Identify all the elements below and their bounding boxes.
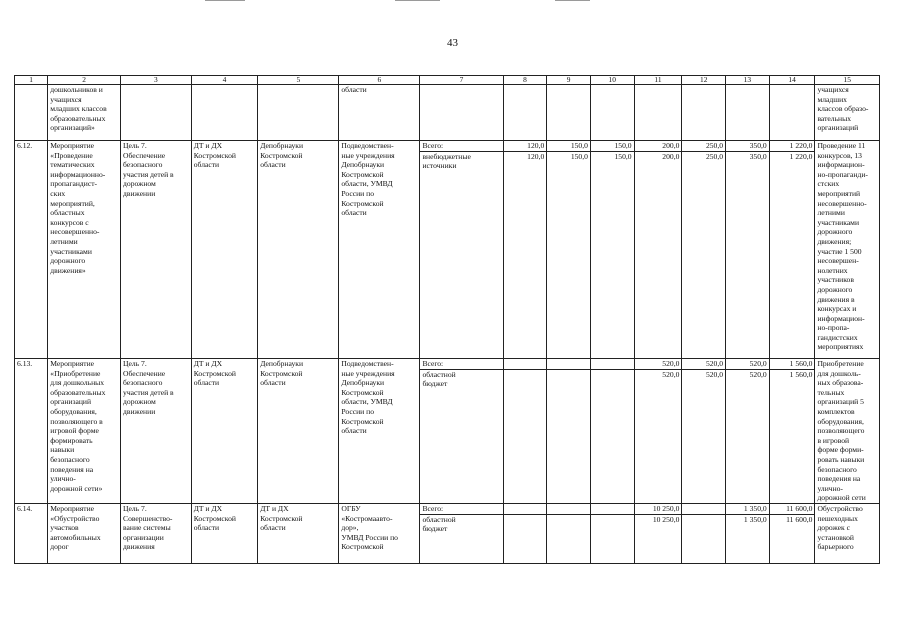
value-source: 520,0 (749, 369, 767, 379)
scan-mark (555, 0, 590, 1)
source-total: Всего: (420, 359, 502, 370)
funding-value-cell (503, 503, 547, 563)
column-number: 9 (547, 76, 591, 85)
funding-value-cell (726, 141, 770, 359)
value-source: 150,0 (570, 151, 588, 161)
scan-mark (395, 0, 440, 1)
funding-value-cell (726, 503, 770, 563)
value-source: 350,0 (749, 151, 767, 161)
value-source (506, 370, 545, 380)
value-total (504, 359, 547, 370)
funding-value-cell (503, 359, 547, 504)
cell (634, 85, 682, 141)
cell (769, 85, 815, 141)
funding-value-cell (682, 503, 726, 563)
value-source: 150,0 (614, 151, 632, 161)
funding-sources (420, 141, 503, 359)
scan-mark (205, 0, 245, 1)
value-total: 120,0 (504, 141, 547, 152)
co-executor: Депобрнауки Костромской области (258, 359, 339, 504)
value-total (547, 504, 590, 515)
column-number: 13 (726, 76, 770, 85)
value-source: 520,0 (662, 369, 680, 379)
funding-value-cell (769, 141, 815, 359)
cell (121, 85, 192, 141)
column-number-row (15, 76, 880, 85)
column-number: 6 (339, 76, 420, 85)
value-source: 1 220,0 (789, 151, 813, 161)
participants: Подведомствен- ные учреждения Депобрнауки Костромской области, УМВД России по Костромской области (339, 141, 420, 359)
page-number: 43 (447, 37, 458, 49)
value-total: 150,0 (591, 141, 634, 152)
source-type: областной бюджет (422, 514, 456, 534)
cell (503, 85, 547, 141)
value-source: 200,0 (662, 151, 680, 161)
cell (726, 85, 770, 141)
funding-value-cell (634, 503, 682, 563)
goal: Цель 7. Совершенство- вание системы организации движения (121, 503, 192, 563)
continuation-executors: области (339, 85, 420, 141)
value-source: 11 600,0 (786, 514, 813, 524)
expected-result: Проведение 11 конкурсов, 13 информацион- но-пропаганди- стских мероприятий несовершенно- летними участниками дорожного движения; участие 1 500 несовершен- нолетних участников дорожного движения в конкурсах и информацион- но-пропа- гандистских мероприятиях (815, 141, 880, 359)
value-source (506, 515, 545, 525)
source-total: Всего: (420, 504, 502, 515)
measure-name: Мероприятие «Приобретение для дошкольных образовательных организаций оборудования, позволяющего в игровой форме формировать навыки безопасного поведения на улично- дорожной сети» (48, 359, 121, 504)
column-number: 7 (420, 76, 503, 85)
value-total: 11 600,0 (770, 504, 815, 515)
goal: Цель 7. Обеспечение безопасного участия детей в дорожном движении (121, 359, 192, 504)
value-total: 250,0 (682, 141, 725, 152)
source-type: внебюджетные источники (422, 151, 471, 171)
value-total (682, 504, 725, 515)
measure-name: Мероприятие «Проведение тематических информационно- пропагандист- ских мероприятий, областных конкурсов с несовершенно- летними участниками дорожного движения» (48, 141, 121, 359)
responsible-executor: ДТ и ДХ Костромской области (191, 141, 258, 359)
value-source: 250,0 (705, 151, 724, 161)
cell (590, 85, 634, 141)
funding-sources (420, 359, 503, 504)
value-total: 200,0 (635, 141, 682, 152)
value-source: 1 560,0 (789, 369, 813, 379)
co-executor: Депобрнауки Костромской области (258, 141, 339, 359)
column-number: 5 (258, 76, 339, 85)
column-number: 10 (590, 76, 634, 85)
funding-value-cell (682, 359, 726, 504)
funding-value-cell (547, 359, 591, 504)
value-source: 520,0 (705, 369, 724, 379)
responsible-executor: ДТ и ДХ Костромской области (191, 503, 258, 563)
value-total: 520,0 (635, 359, 682, 370)
value-source (593, 515, 632, 525)
row-number: 6.13. (15, 359, 48, 504)
value-total: 10 250,0 (635, 504, 682, 515)
column-number: 15 (815, 76, 880, 85)
co-executor: ДТ и ДХ Костромской области (258, 503, 339, 563)
table-row (15, 141, 880, 359)
funding-value-cell (590, 503, 634, 563)
continuation-name: дошкольников и учащихся младших классов образовательных организаций» (48, 85, 121, 141)
funding-value-cell (682, 141, 726, 359)
value-source: 1 350,0 (743, 514, 767, 524)
column-number: 1 (15, 76, 48, 85)
value-source (593, 370, 632, 380)
column-number: 8 (503, 76, 547, 85)
expected-result: Приобретение для дошколь- ных образова- тельных организаций 5 комплектов оборудования, позволяющего в игровой форме форми- ровать навыки безопасного поведения на улично- дорожной сети (815, 359, 880, 504)
cell (258, 85, 339, 141)
value-total (591, 504, 634, 515)
value-total (504, 504, 547, 515)
value-source (684, 515, 723, 525)
value-source: 120,0 (527, 151, 545, 161)
column-number: 12 (682, 76, 726, 85)
cell (682, 85, 726, 141)
value-total: 150,0 (547, 141, 590, 152)
value-source: 10 250,0 (652, 514, 680, 524)
column-number: 4 (191, 76, 258, 85)
table-row (15, 503, 880, 563)
cell (547, 85, 591, 141)
value-total: 1 560,0 (770, 359, 815, 370)
participants: Подведомствен- ные учреждения Депобрнауки Костромской области, УМВД России по Костромской области (339, 359, 420, 504)
funding-value-cell (590, 359, 634, 504)
value-total: 520,0 (682, 359, 725, 370)
funding-value-cell (634, 359, 682, 504)
goal: Цель 7. Обеспечение безопасного участия детей в дорожном движении (121, 141, 192, 359)
cell (420, 85, 503, 141)
source-type: областной бюджет (422, 369, 456, 389)
value-total (547, 359, 590, 370)
column-number: 11 (634, 76, 682, 85)
funding-value-cell (590, 141, 634, 359)
expected-result: Обустройство пешеходных дорожек с установкой барьерного (815, 503, 880, 563)
value-total: 1 350,0 (726, 504, 769, 515)
funding-value-cell (769, 359, 815, 504)
funding-value-cell (547, 503, 591, 563)
value-source (549, 370, 588, 380)
value-total: 520,0 (726, 359, 769, 370)
measure-name: Мероприятие «Обустройство участков автомобильных дорог (48, 503, 121, 563)
source-total: Всего: (420, 141, 502, 152)
continuation-result: учащихся младших классов образо- вательных организаций (815, 85, 880, 141)
value-total: 1 220,0 (770, 141, 815, 152)
column-number: 14 (769, 76, 815, 85)
cell (191, 85, 258, 141)
funding-sources (420, 503, 503, 563)
continuation-row (15, 85, 880, 141)
column-number: 2 (48, 76, 121, 85)
row-number: 6.14. (15, 503, 48, 563)
responsible-executor: ДТ и ДХ Костромской области (191, 359, 258, 504)
funding-value-cell (503, 141, 547, 359)
row-number: 6.12. (15, 141, 48, 359)
funding-value-cell (634, 141, 682, 359)
funding-value-cell (726, 359, 770, 504)
table-row (15, 359, 880, 504)
funding-value-cell (769, 503, 815, 563)
participants: ОГБУ «Костромаавто- дор», УМВД России по Костромской (339, 503, 420, 563)
program-table (14, 75, 880, 564)
value-total (591, 359, 634, 370)
funding-value-cell (547, 141, 591, 359)
column-number: 3 (121, 76, 192, 85)
value-source (549, 515, 588, 525)
value-total: 350,0 (726, 141, 769, 152)
cell (15, 85, 48, 141)
